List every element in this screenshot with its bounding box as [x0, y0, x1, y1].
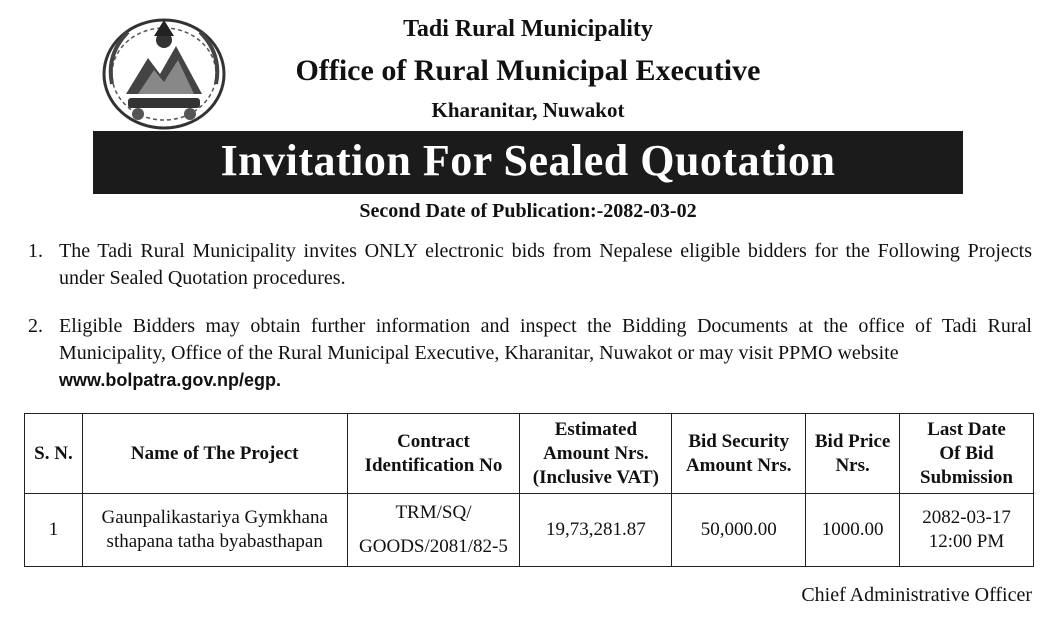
signoff-title: Chief Administrative Officer	[801, 584, 1032, 606]
paragraph-number: 2.	[28, 315, 43, 337]
municipality-name: Tadi Rural Municipality	[403, 16, 653, 42]
table-header-row	[25, 414, 1034, 494]
paragraph-text: The Tadi Rural Municipality invites ONLY electronic bids from Nepalese eligible bidders for the Following Projects under Sealed Quotation procedures.	[59, 240, 1032, 289]
paragraph-1	[28, 238, 1032, 292]
table-row	[25, 494, 1034, 567]
office-name: Office of Rural Municipal Executive	[295, 54, 761, 87]
projects-table	[24, 413, 1034, 567]
cell-sn: 1	[25, 494, 83, 567]
paragraph-number: 1.	[28, 240, 43, 262]
header-estimate: Estimated Amount Nrs. (Inclusive VAT)	[520, 414, 672, 494]
ppmo-website-link[interactable]: www.bolpatra.gov.np/egp.	[59, 370, 282, 390]
cell-estimate: 19,73,281.87	[520, 494, 672, 567]
header-price: Bid Price Nrs.	[806, 414, 900, 494]
cell-last-date: 2082-03-17 12:00 PM	[900, 494, 1034, 567]
header-project: Name of The Project	[82, 414, 347, 494]
header-contract: Contract Identification No	[347, 414, 520, 494]
cell-project: Gaunpalikastariya Gymkhana sthapana tatha byabasthapan	[82, 494, 347, 567]
notice-title-banner: Invitation For Sealed Quotation	[93, 131, 963, 194]
paragraph-2	[28, 313, 1032, 394]
paragraph-text	[59, 313, 1032, 394]
header-last-date: Last Date Of Bid Submission	[900, 414, 1034, 494]
header-sn: S. N.	[25, 414, 83, 494]
publication-date: Second Date of Publication:-2082-03-02	[359, 200, 697, 222]
header-security: Bid Security Amount Nrs.	[672, 414, 806, 494]
cell-security: 50,000.00	[672, 494, 806, 567]
cell-price: 1000.00	[806, 494, 900, 567]
office-location: Kharanitar, Nuwakot	[431, 98, 625, 122]
cell-contract: TRM/SQ/ GOODS/2081/82-5	[347, 494, 520, 567]
paragraph-body: Eligible Bidders may obtain further information and inspect the Bidding Documents at the office of Tadi Rural Municipality, Office of the Rural Municipal Executive, Kharanitar, Nuwakot or may visit PPMO website	[59, 315, 1032, 364]
